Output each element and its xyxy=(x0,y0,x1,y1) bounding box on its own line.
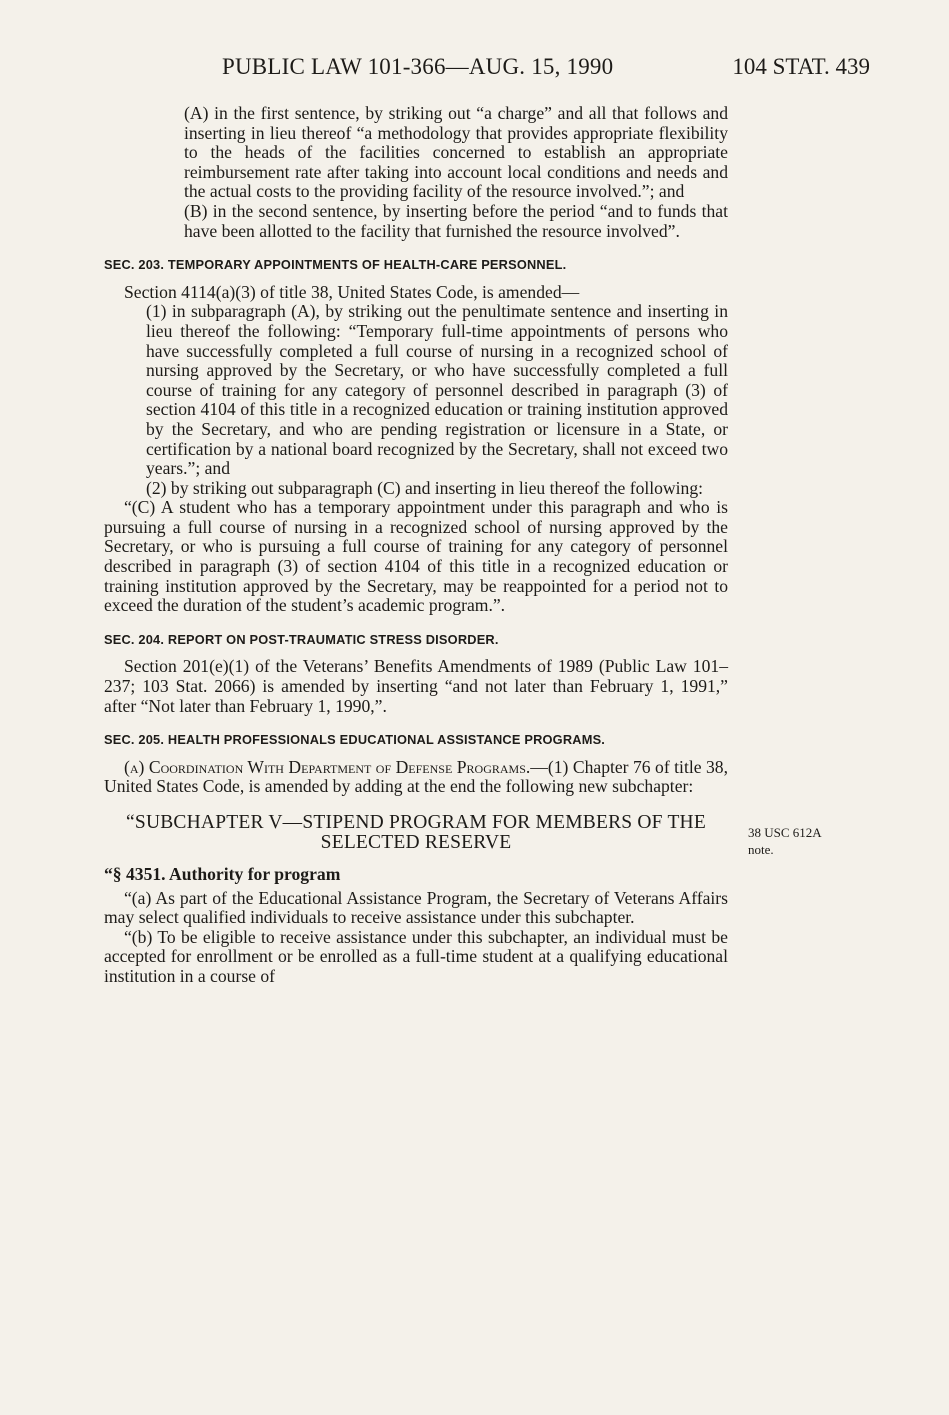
body-text xyxy=(104,104,728,987)
stat-page-reference: 104 STAT. 439 xyxy=(732,54,870,79)
section-4351-a: “(a) As part of the Educational Assistance Program, the Secretary of Veterans Affairs may select qualified individuals to receive assistance under this subchapter. xyxy=(104,887,728,928)
paragraph-a: (A) in the first sentence, by striking out “a charge” and all that follows and inserting in lieu thereof “a methodology that provides appropriate flexibility to the heads of the facilities concerned to establish an appropriate reimbursement rate after taking into account local conditions and needs and the actual costs to the providing facility of the resource involved.”; and xyxy=(184,103,728,202)
page-header xyxy=(222,54,870,86)
sec-204-text: Section 201(e)(1) of the Veterans’ Benefits Amendments of 1989 (Public Law 101–237; 103 Stat. 2066) is amended by inserting “and not later than February 1, 1991,” after “Not later than February 1, 1990,”. xyxy=(104,656,728,716)
subchapter-heading: “SUBCHAPTER V—STIPEND PROGRAM FOR MEMBERS OF THE SELECTED RESERVE xyxy=(126,812,706,853)
sec-203-item-2: (2) by striking out subparagraph (C) and inserting in lieu thereof the following: xyxy=(146,477,704,498)
sec-203-quote: “(C) A student who has a temporary appointment under this paragraph and who is pursuing a full course of nursing in a recognized school of nursing approved by the Secretary, or who is pursuing a full course of training for any category of personnel described in paragraph (3) of section 4104 of this title in a recognized education or training institution approved by the Secretary, may be reappointed for a period not to exceed the duration of the student’s academic program.”. xyxy=(104,497,728,616)
section-4351-heading: “§ 4351. Authority for program xyxy=(104,864,341,884)
margin-note-citation: 38 USC 612A xyxy=(748,825,822,840)
paragraph-b: (B) in the second sentence, by inserting before the period “and to funds that have been allotted to the facility that furnished the resource involved”. xyxy=(184,200,728,241)
sec-204-heading: SEC. 204. REPORT ON POST-TRAUMATIC STRESS DISORDER. xyxy=(104,631,499,647)
margin-note xyxy=(748,824,858,858)
law-title: PUBLIC LAW 101-366—AUG. 15, 1990 xyxy=(222,54,614,79)
sec-203-intro: Section 4114(a)(3) of title 38, United States Code, is amended— xyxy=(124,281,580,302)
sec-205-heading: SEC. 205. HEALTH PROFESSIONALS EDUCATIONAL ASSISTANCE PROGRAMS. xyxy=(104,732,606,748)
margin-note-label: note. xyxy=(748,842,774,857)
sec-203-item-1: (1) in subparagraph (A), by striking out the penultimate sentence and inserting in lieu thereof the following: “Temporary full-time appointments of persons who have successfully completed a full course of nursing in a recognized school of nursing approved by the Secretary, or who have successfully completed a full course of training for any category of personnel described in paragraph (3) of section 4104 of this title in a recognized education or training institution approved by the Secretary, and who are pending registration or licensure in a State, or certification by a national board recognized by the Secretary, shall not exceed two years.”; and xyxy=(146,301,728,479)
sec-205-a-label: (a) Coordination With Department of Defense Programs. xyxy=(124,756,531,777)
sec-205-a-text: —(1) Chapter 76 of title 38, United States Code, is amended by adding at the end the following new subchapter: xyxy=(104,756,728,797)
section-4351-b: “(b) To be eligible to receive assistance under this subchapter, an individual must be accepted for enrollment or be enrolled as a full-time student at a qualifying educational institution in a course of xyxy=(104,926,728,986)
sec-205-a xyxy=(104,758,728,797)
sec-203-heading: SEC. 203. TEMPORARY APPOINTMENTS OF HEALTH-CARE PERSONNEL. xyxy=(104,257,567,273)
